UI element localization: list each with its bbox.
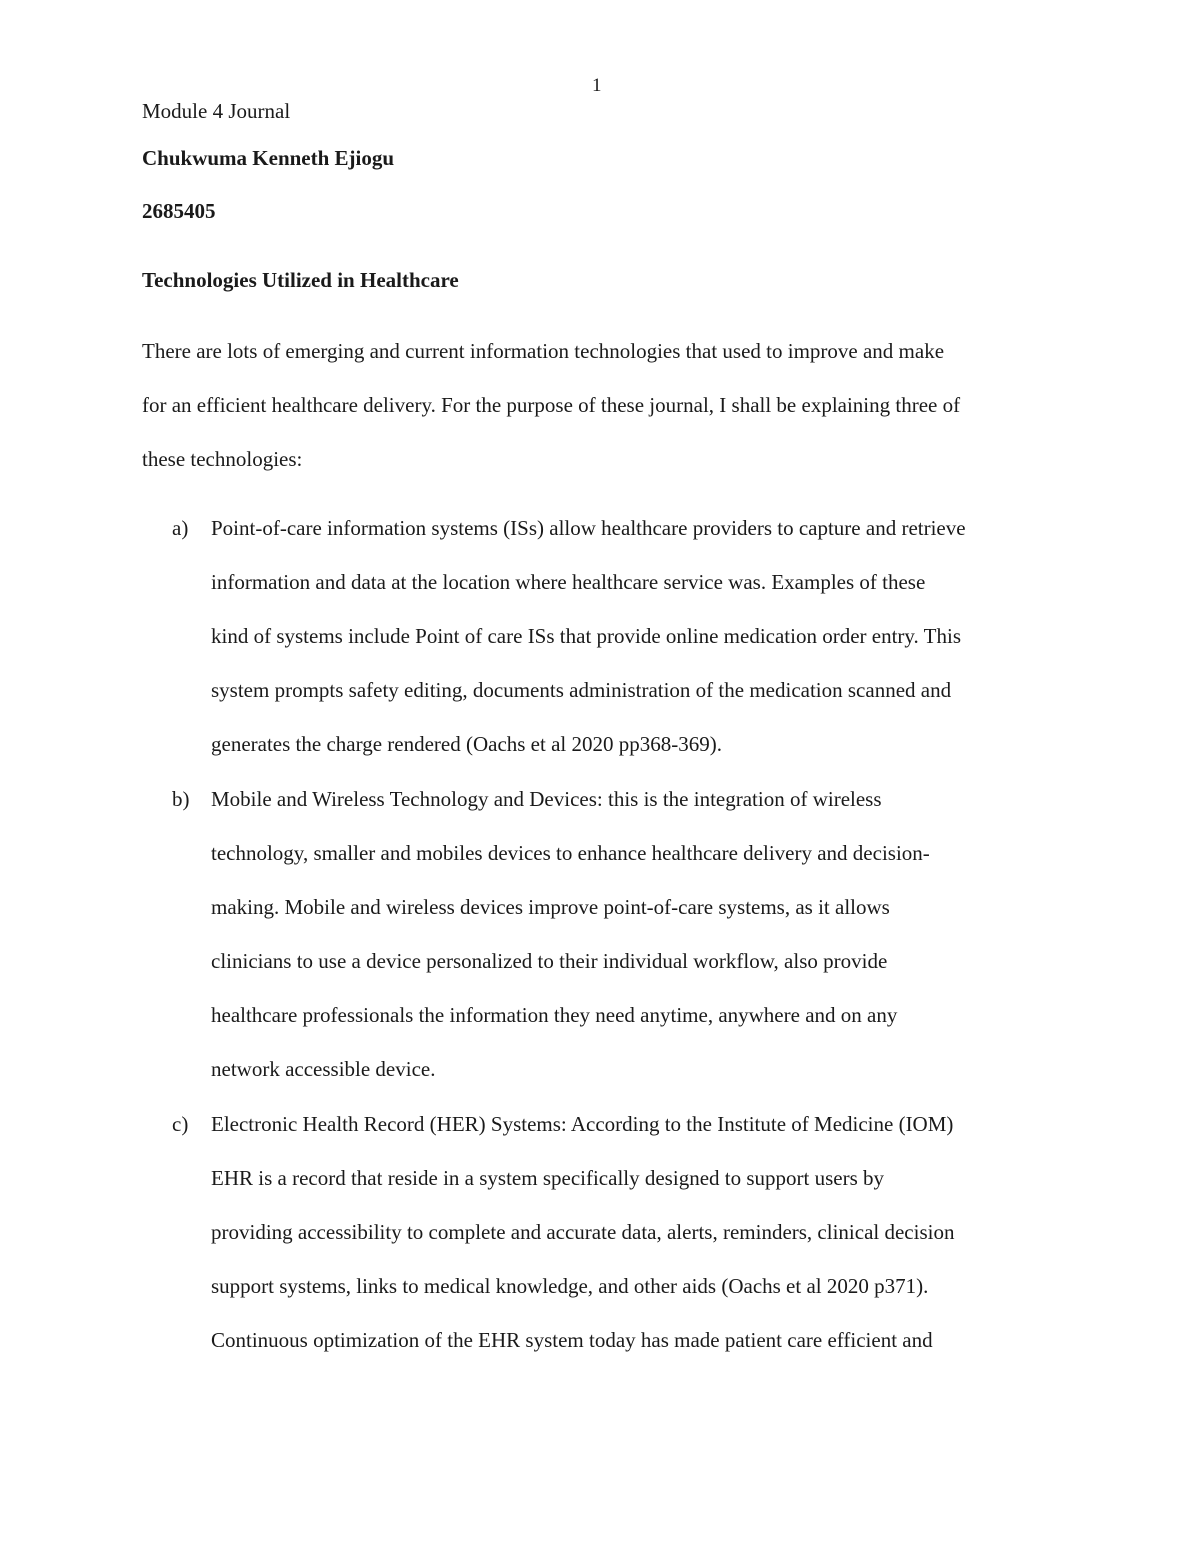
list-item-line: healthcare professionals the information they need anytime, anywhere and on any [211, 1003, 898, 1027]
list-item-line: clinicians to use a device personalized to their individual workflow, also provide [211, 949, 888, 973]
list-item-line: providing accessibility to complete and accurate data, alerts, reminders, clinical decision [211, 1220, 955, 1244]
paragraph-line: for an efficient healthcare delivery. For the purpose of these journal, I shall be explaining three of [142, 393, 961, 417]
list-item-line: system prompts safety editing, documents administration of the medication scanned and [211, 678, 952, 702]
list-marker: a) [172, 516, 189, 540]
student-id: 2685405 [142, 199, 216, 223]
list-item-line: EHR is a record that reside in a system specifically designed to support users by [211, 1166, 885, 1190]
list-item-line: Continuous optimization of the EHR system today has made patient care efficient and [211, 1328, 933, 1352]
list-marker: c) [172, 1112, 189, 1136]
paragraph-line: these technologies: [142, 447, 303, 471]
document-title: Technologies Utilized in Healthcare [142, 268, 459, 292]
module-heading: Module 4 Journal [142, 99, 291, 123]
list-item-line: kind of systems include Point of care ISs that provide online medication order entry. This [211, 624, 962, 648]
list-item-line: network accessible device. [211, 1057, 436, 1081]
paragraph-line: There are lots of emerging and current information technologies that used to improve and make [142, 339, 945, 363]
list-item-line: information and data at the location where healthcare service was. Examples of these [211, 570, 926, 594]
list-item-line: technology, smaller and mobiles devices to enhance healthcare delivery and decision- [211, 841, 930, 865]
page-number: 1 [592, 75, 602, 96]
list-marker: b) [172, 787, 190, 811]
list-item-line: Mobile and Wireless Technology and Devices: this is the integration of wireless [211, 787, 882, 811]
list-item-line: Electronic Health Record (HER) Systems: According to the Institute of Medicine (IOM) [211, 1112, 954, 1136]
author-name: Chukwuma Kenneth Ejiogu [142, 146, 395, 170]
list-item-line: making. Mobile and wireless devices improve point-of-care systems, as it allows [211, 895, 890, 919]
list-item-line: Point-of-care information systems (ISs) allow healthcare providers to capture and retrieve [211, 516, 966, 540]
list-item-line: support systems, links to medical knowledge, and other aids (Oachs et al 2020 p371). [211, 1274, 929, 1298]
list-item-line: generates the charge rendered (Oachs et al 2020 pp368-369). [211, 732, 722, 756]
